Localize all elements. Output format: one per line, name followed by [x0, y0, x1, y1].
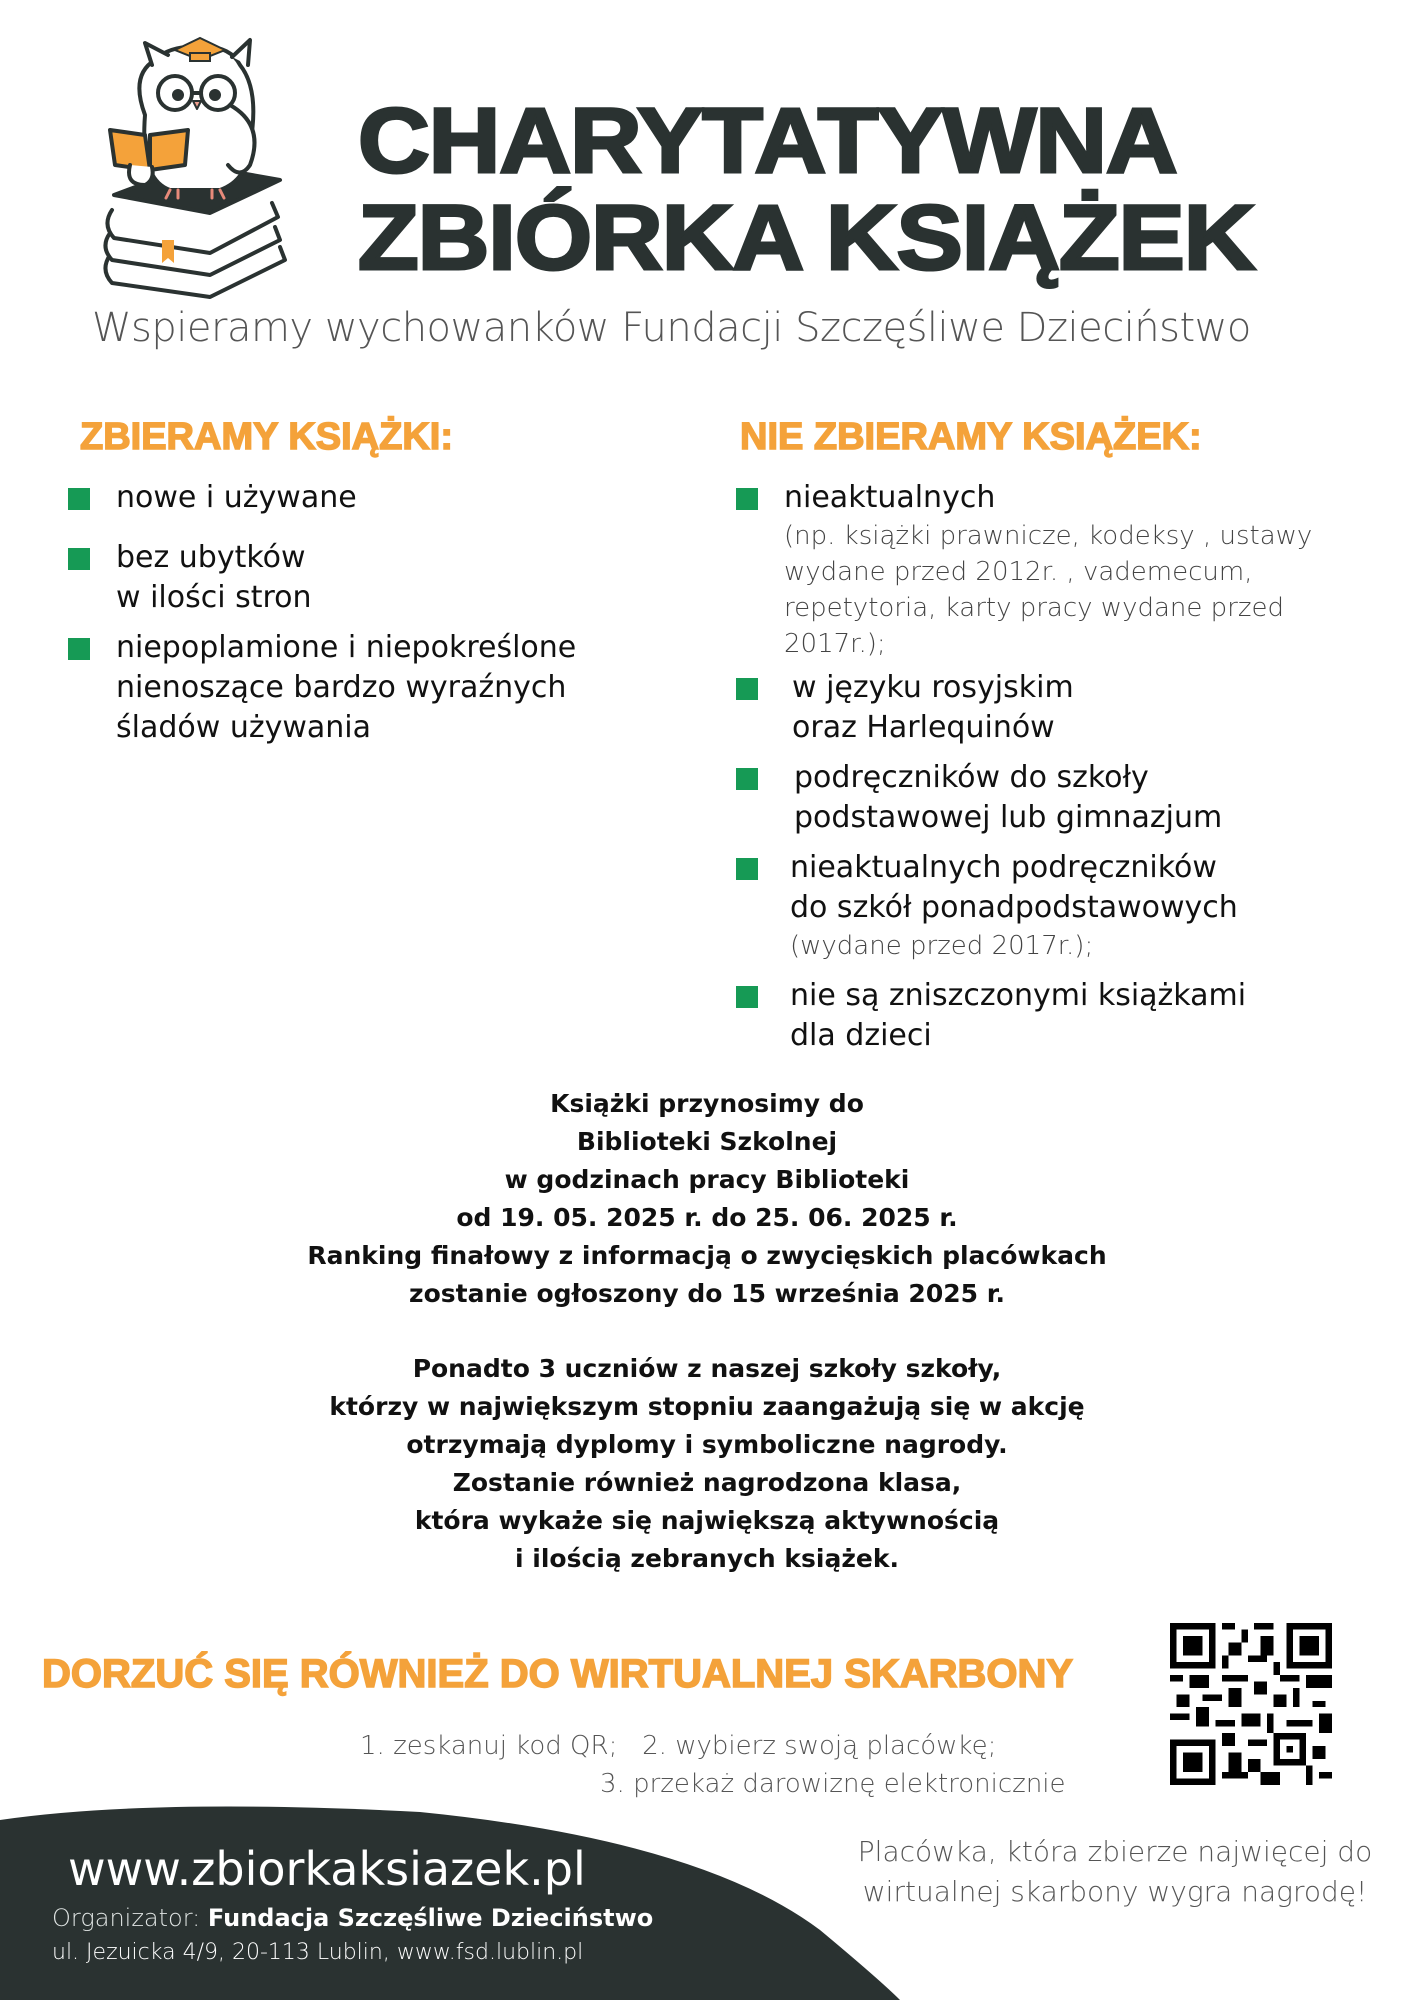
collect-item: bez ubytków w ilości stron	[116, 538, 312, 618]
organizer-line	[52, 1904, 653, 1932]
prize-line: którzy w największym stopniu zaangażują się w akcję	[329, 1392, 1085, 1421]
subtitle: Wspieramy wychowanków Fundacji Szczęśliwe Dzieciństwo	[92, 305, 1251, 351]
collect-item: nowe i używane	[116, 478, 357, 518]
not-collect-heading: NIE ZBIERAMY KSIĄŻEK:	[740, 416, 1202, 458]
qr-code[interactable]	[1170, 1623, 1332, 1785]
prize-line: Ponadto 3 uczniów z naszej szkoły szkoły,	[412, 1354, 1002, 1383]
green-square-bullet-icon	[68, 638, 90, 660]
steps-row-1: 1. zeskanuj kod QR; 2. wybierz swoją placówkę;	[360, 1731, 997, 1761]
prizes-info	[0, 1350, 1414, 1578]
not-collect-item: nie są zniszczonymi książkami dla dzieci	[790, 976, 1246, 1056]
prize-note	[850, 1832, 1380, 1912]
website-link[interactable]: www.zbiorkaksiazek.pl	[68, 1842, 586, 1896]
address: ul. Jezuicka 4/9, 20-113 Lublin, www.fsd.lublin.pl	[52, 1940, 584, 1965]
collect-item: niepoplamione i niepokreślone nienoszące bardzo wyraźnych śladów używania	[116, 628, 576, 748]
prize-line: która wykaże się największą aktywnością	[414, 1506, 1000, 1535]
not-collect-item: w języku rosyjskim oraz Harlequinów	[792, 668, 1074, 748]
virtual-piggy-bank-heading: DORZUĆ SIĘ RÓWNIEŻ DO WIRTUALNEJ SKARBONY	[42, 1652, 1074, 1696]
green-square-bullet-icon	[68, 548, 90, 570]
green-square-bullet-icon	[736, 858, 758, 880]
green-square-bullet-icon	[736, 678, 758, 700]
info-line: zostanie ogłoszony do 15 września 2025 r.	[409, 1279, 1005, 1308]
title-line-2: ZBIÓRKA KSIĄŻEK	[358, 187, 1255, 289]
steps-row-2: 3. przekaż darowiznę elektronicznie	[600, 1769, 1066, 1799]
title-line-1: CHARYTATYWNA	[358, 90, 1177, 192]
info-line: w godzinach pracy Biblioteki	[504, 1165, 910, 1194]
prize-line: otrzymają dyplomy i symboliczne nagrody.	[406, 1430, 1008, 1459]
organizer-name: Fundacja Szczęśliwe Dzieciństwo	[207, 1904, 654, 1932]
collect-heading: ZBIERAMY KSIĄŻKI:	[80, 416, 453, 458]
prize-note-line: Placówka, która zbierze najwięcej do	[857, 1835, 1373, 1868]
prize-line: i ilością zebranych książek.	[514, 1544, 900, 1573]
owl-books-logo	[100, 35, 300, 305]
info-dates: od 19. 05. 2025 r. do 25. 06. 2025 r.	[456, 1203, 958, 1232]
info-line: Biblioteki Szkolnej	[576, 1127, 838, 1156]
green-square-bullet-icon	[736, 488, 758, 510]
organizer-label: Organizator:	[52, 1904, 201, 1932]
info-line: Ranking finałowy z informacją o zwycięskich placówkach	[307, 1241, 1107, 1270]
info-line: Książki przynosimy do	[550, 1089, 864, 1118]
green-square-bullet-icon	[68, 488, 90, 510]
prize-note-line: wirtualnej skarbony wygra nagrodę!	[862, 1875, 1368, 1908]
not-collect-item: nieaktualnych (np. książki prawnicze, kodeksy , ustawy wydane przed 2012r. , vademecum, repetytoria, karty pracy wydane przed 2017r.);	[784, 478, 1344, 662]
prize-line: Zostanie również nagrodzona klasa,	[452, 1468, 962, 1497]
drop-off-info	[0, 1085, 1414, 1313]
green-square-bullet-icon	[736, 768, 758, 790]
not-collect-item: podręczników do szkoły podstawowej lub gimnazjum	[794, 758, 1222, 838]
green-square-bullet-icon	[736, 986, 758, 1008]
not-collect-item: nieaktualnych podręczników do szkół ponadpodstawowych (wydane przed 2017r.);	[790, 848, 1238, 964]
